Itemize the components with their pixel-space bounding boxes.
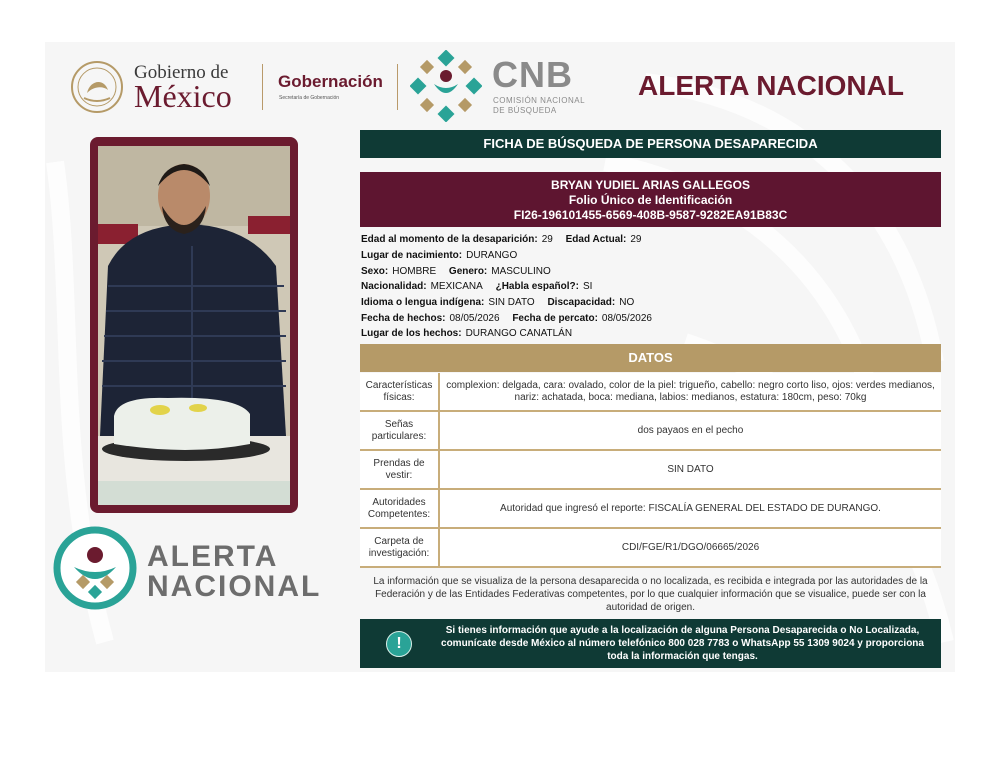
gobernacion-subtitle: Secretaría de Gobernación <box>279 95 340 101</box>
gobierno-de-mexico-logo <box>70 58 260 114</box>
cnb-subtitle-line1: COMISIÓN NACIONAL <box>493 96 586 105</box>
info-label: Edad Actual: <box>565 234 627 245</box>
person-name-box <box>360 172 941 227</box>
info-line-edad <box>361 234 652 245</box>
datos-row <box>360 373 941 412</box>
info-value: MEXICANA <box>430 281 483 292</box>
contact-info-box <box>360 619 941 668</box>
info-line-sexo <box>361 266 561 277</box>
header-divider <box>262 64 263 110</box>
datos-row <box>360 451 941 490</box>
datos-row <box>360 529 941 568</box>
info-value: SI <box>582 281 593 292</box>
info-line-idioma <box>361 297 644 308</box>
info-label: Nacionalidad: <box>361 281 427 292</box>
info-label: Lugar de los hechos: <box>361 328 462 339</box>
disclaimer-text: La información que se visualiza de la persona desaparecida o no localizada, es recibida e integrada por las autoridades de la Federación y de las Entidades Federativas competentes, por lo que cualquier información que se visualice, puede ser con la autoridad de origen. <box>373 576 928 613</box>
ficha-title-bar: FICHA DE BÚSQUEDA DE PERSONA DESAPARECIDA <box>360 130 941 158</box>
datos-row-value: complexion: delgada, cara: ovalado, color de la piel: trigueño, cabello: negro corto liso, ojos: verdes medianos, nariz: achatada, boca: mediana, labios: medianos, estatura: 180cm, peso: 70kg <box>446 379 935 403</box>
folio-number: FI26-196101455-6569-408B-9587-9282EA91B83C <box>513 208 788 222</box>
datos-row-value: Autoridad que ingresó el reporte: FISCALÍA GENERAL DEL ESTADO DE DURANGO. <box>500 502 881 514</box>
gobierno-line2: México <box>134 78 232 114</box>
alerta-logo-line1: ALERTA <box>147 540 279 573</box>
info-value: 08/05/2026 <box>449 313 500 324</box>
info-value: NO <box>619 297 635 308</box>
info-line-nacionalidad <box>361 281 602 292</box>
info-label: Lugar de nacimiento: <box>361 250 463 261</box>
cnb-logo-icon <box>410 50 482 122</box>
datos-row <box>360 490 941 529</box>
contact-text: Si tienes información que ayude a la localización de alguna Persona Desaparecida o No Localizada, comunícate desde México al número telefónico 800 028 7783 o WhatsApp 55 1309 9024 y proporciona toda la información que tengas. <box>441 625 924 662</box>
info-label: Edad al momento de la desaparición: <box>361 234 538 245</box>
info-label: Sexo: <box>361 266 389 277</box>
datos-row-label: Prendas de vestir: <box>360 451 440 488</box>
alert-icon: ! <box>386 631 412 657</box>
datos-title-bar: DATOS <box>360 344 941 372</box>
info-label: Fecha de percato: <box>512 313 598 324</box>
info-line-lugar-hechos <box>361 328 582 339</box>
info-label: Fecha de hechos: <box>361 313 446 324</box>
info-value: DURANGO <box>466 250 518 261</box>
alerta-logo-line2: NACIONAL <box>147 570 322 603</box>
info-line-fechas <box>361 313 662 324</box>
national-seal-icon <box>70 60 124 114</box>
gobernacion-logo: Gobernación <box>278 72 383 91</box>
datos-row-label: Señas particulares: <box>360 412 440 449</box>
info-value: SIN DATO <box>488 297 535 308</box>
info-value: 29 <box>630 234 642 245</box>
datos-row-value: CDI/FGE/R1/DGO/06665/2026 <box>621 541 760 553</box>
info-value: DURANGO CANATLÁN <box>465 328 573 339</box>
info-line-nacimiento <box>361 250 527 261</box>
datos-row-label: Autoridades Competentes: <box>360 490 440 527</box>
alerta-nacional-title: ALERTA NACIONAL <box>638 70 904 101</box>
folio-label: Folio Único de Identificación <box>568 193 733 207</box>
info-label: ¿Habla español?: <box>495 281 579 292</box>
info-label: Genero: <box>448 266 488 277</box>
person-name: BRYAN YUDIEL ARIAS GALLEGOS <box>551 178 750 192</box>
info-value: MASCULINO <box>491 266 551 277</box>
info-value: 29 <box>541 234 553 245</box>
datos-row-label: Carpeta de investigación: <box>360 529 440 566</box>
info-value: HOMBRE <box>392 266 437 277</box>
info-value: 08/05/2026 <box>601 313 652 324</box>
datos-row-label: Características físicas: <box>360 373 440 410</box>
cnb-wordmark: CNB <box>492 54 573 95</box>
datos-row <box>360 412 941 451</box>
info-label: Discapacidad: <box>547 297 616 308</box>
info-label: Idioma o lengua indígena: <box>361 297 485 308</box>
missing-person-photo <box>98 146 290 505</box>
header-divider <box>397 64 398 110</box>
cnb-subtitle-line2: DE BÚSQUEDA <box>493 106 557 115</box>
datos-row-value: dos payaos en el pecho <box>637 424 744 436</box>
alerta-nacional-logo-icon <box>52 525 138 611</box>
datos-row-value: SIN DATO <box>667 463 714 475</box>
gobierno-line1: Gobierno de <box>134 62 229 83</box>
